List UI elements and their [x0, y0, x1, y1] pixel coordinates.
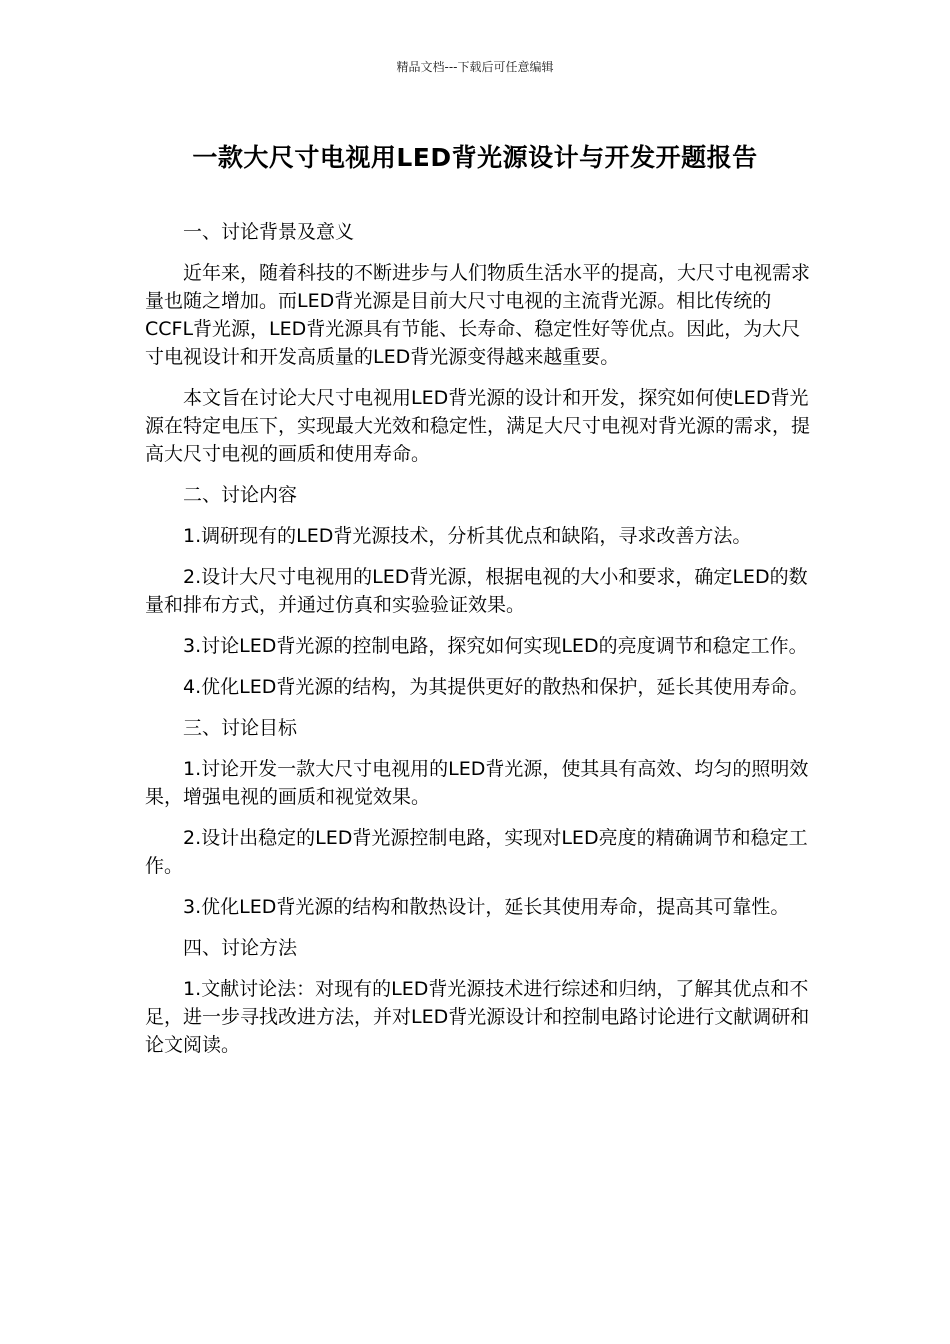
list-item-content-2: 2.设计大尺寸电视用的LED背光源，根据电视的大小和要求，确定LED的数量和排布方式，并通过仿真和实验验证效果。	[145, 566, 808, 616]
list-item-content-4: 4.优化LED背光源的结构，为其提供更好的散热和保护，延长其使用寿命。	[183, 676, 809, 698]
list-item-goals-2: 2.设计出稳定的LED背光源控制电路，实现对LED亮度的精确调节和稳定工作。	[145, 827, 808, 877]
section-heading-content: 二、讨论内容	[183, 484, 298, 506]
document-title: 一款大尺寸电视用LED背光源设计与开发开题报告	[192, 143, 758, 172]
list-item-goals-1: 1.讨论开发一款大尺寸电视用的LED背光源，使其具有高效、均匀的照明效果，增强电视的画质和视觉效果。	[145, 758, 809, 808]
section-heading-background: 一、讨论背景及意义	[183, 221, 355, 243]
page-header-note: 精品文档---下载后可任意编辑	[396, 60, 554, 74]
section-heading-goals: 三、讨论目标	[183, 717, 298, 739]
list-item-content-1: 1.调研现有的LED背光源技术，分析其优点和缺陷，寻求改善方法。	[183, 525, 752, 547]
list-item-goals-3: 3.优化LED背光源的结构和散热设计，延长其使用寿命，提高其可靠性。	[183, 896, 790, 918]
list-item-content-3: 3.讨论LED背光源的控制电路，探究如何实现LED的亮度调节和稳定工作。	[183, 635, 808, 657]
document-body	[145, 218, 810, 1072]
paragraph-background-2: 本文旨在讨论大尺寸电视用LED背光源的设计和开发，探究如何使LED背光源在特定电压下，实现最大光效和稳定性，满足大尺寸电视对背光源的需求，提高大尺寸电视的画质和使用寿命。	[145, 387, 811, 465]
list-item-methods-1: 1.文献讨论法：对现有的LED背光源技术进行综述和归纳，了解其优点和不足，进一步寻找改进方法，并对LED背光源设计和控制电路讨论进行文献调研和论文阅读。	[145, 978, 810, 1056]
paragraph-background-1: 近年来，随着科技的不断进步与人们物质生活水平的提高，大尺寸电视需求量也随之增加。而LED背光源是目前大尺寸电视的主流背光源。相比传统的CCFL背光源，LED背光源具有节能、长寿命、稳定性好等优点。因此，为大尺寸电视设计和开发高质量的LED背光源变得越来越重要。	[145, 262, 811, 368]
section-heading-methods: 四、讨论方法	[183, 937, 298, 959]
